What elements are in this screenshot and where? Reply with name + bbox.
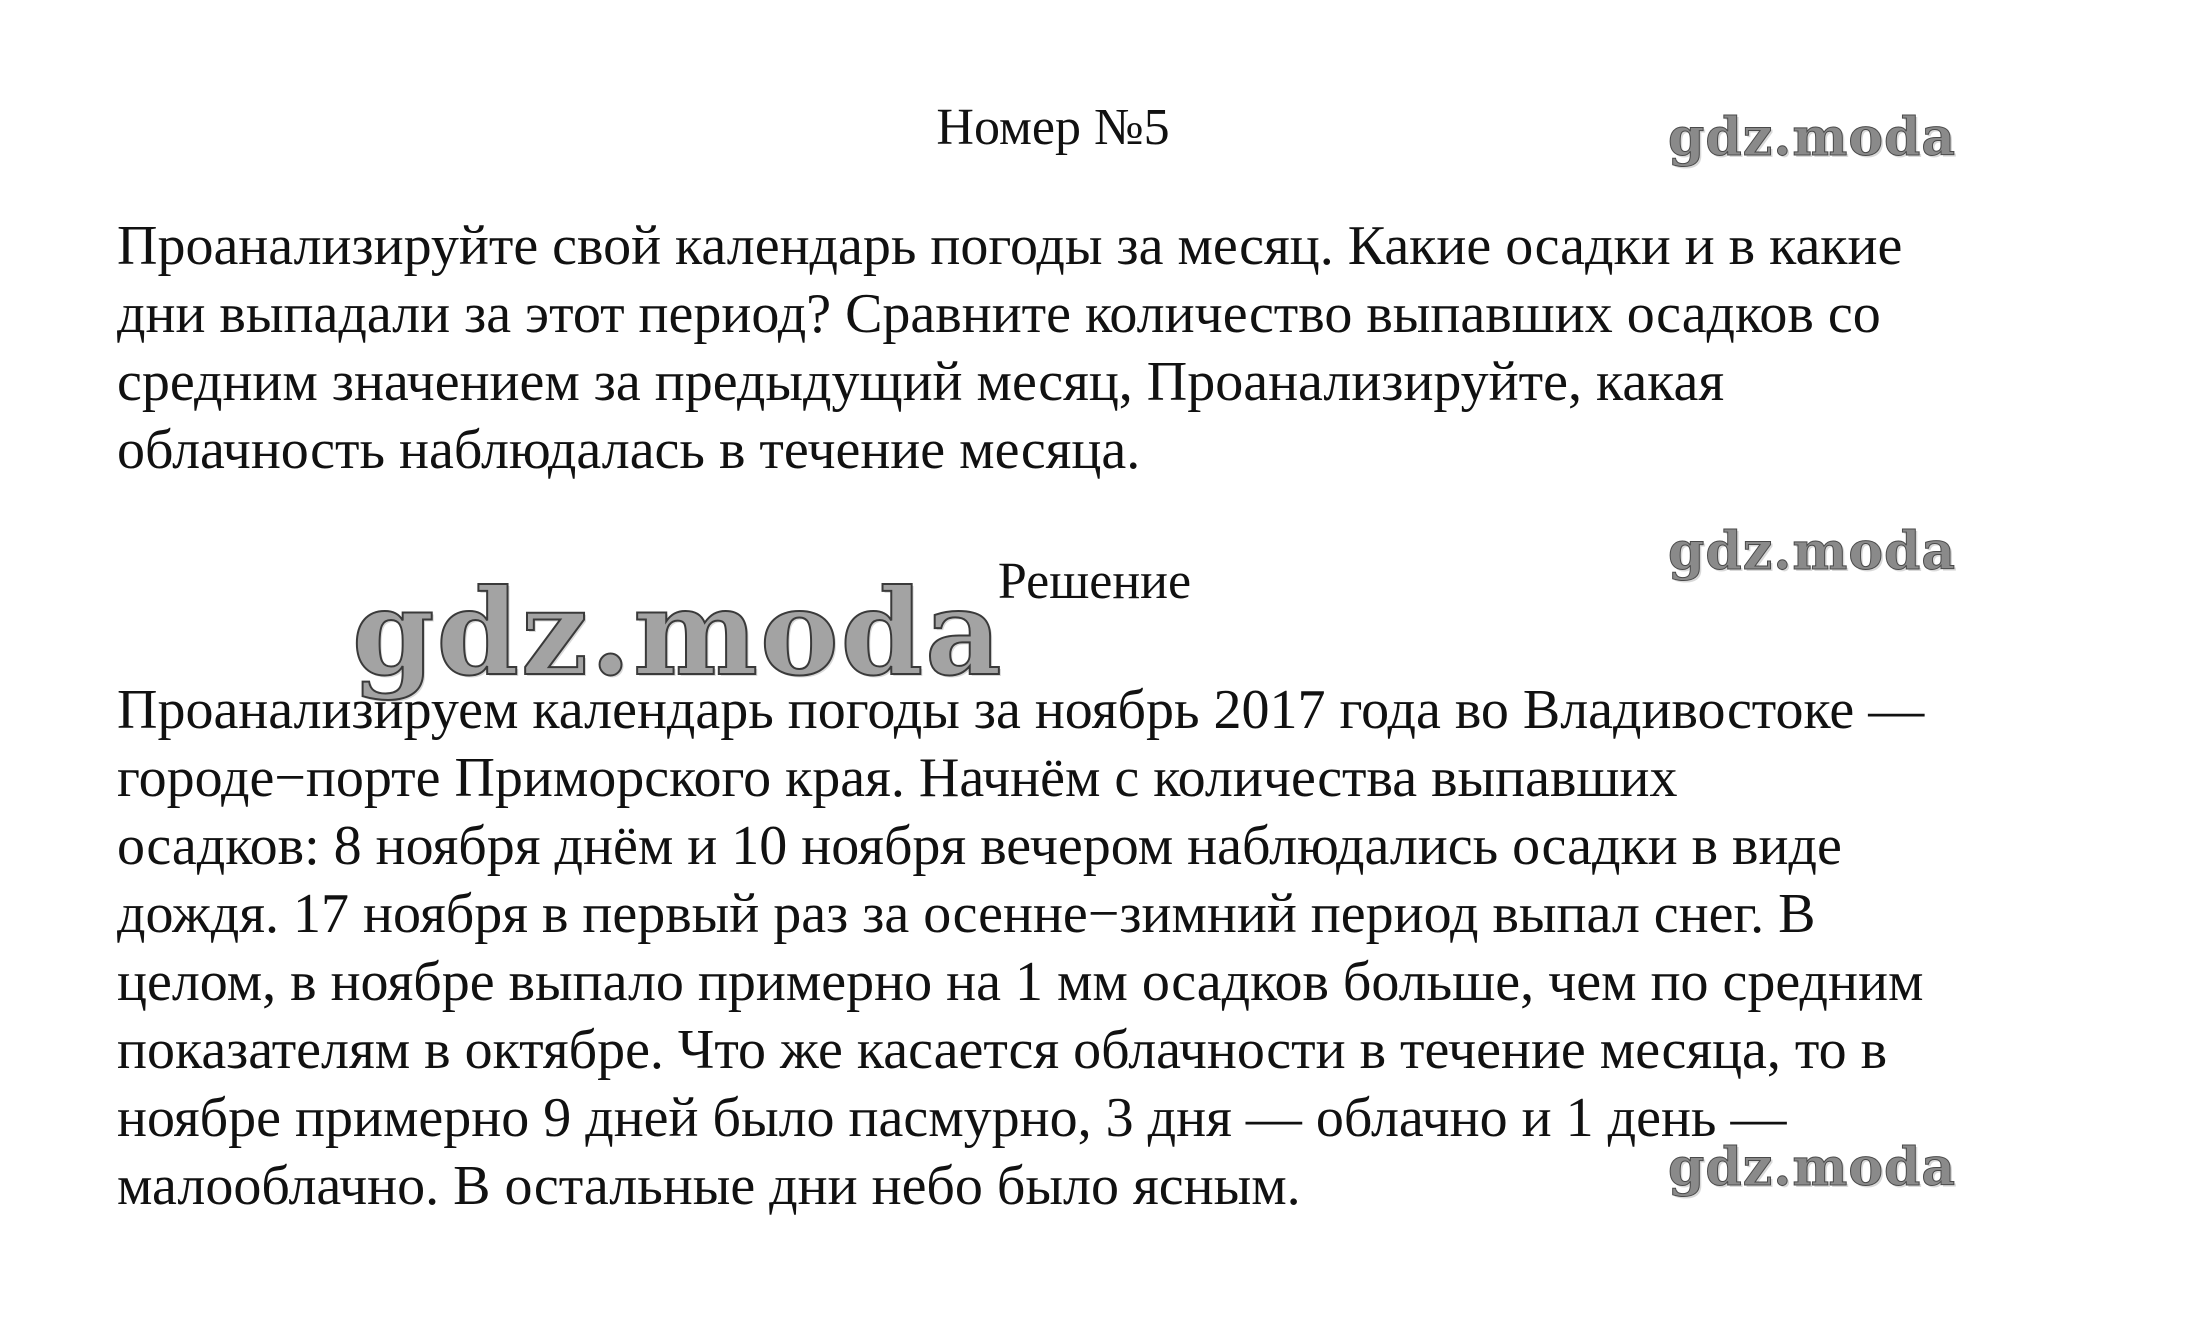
solution-line: осадков: 8 ноября днём и 10 ноября вечером наблюдались осадки в виде [117,815,1842,877]
watermark-logo: gdz.moda [1668,521,1957,582]
solution-heading: Решение [997,553,1192,610]
solution-line: малооблачно. В остальные дни небо было ясным. [117,1155,1301,1217]
watermark-logo: gdz.moda [1668,1137,1957,1198]
solution-line: дождя. 17 ноября в первый раз за осенне−зимний период выпал снег. В [117,883,1816,945]
solution-line: Проанализируем календарь погоды за ноябрь 2017 года во Владивостоке — [117,679,1925,741]
page-title: Номер №5 [936,99,1170,156]
watermark-logo-large: gdz.moda [352,563,1004,702]
solution-text [117,676,2137,1220]
watermark-logo: gdz.moda [1668,107,1957,168]
task-line: Проанализируйте свой календарь погоды за месяц. Какие осадки и в какие [117,215,1903,277]
task-text [117,212,2137,484]
solution-line: показателям в октябре. Что же касается облачности в течение месяца, то в [117,1019,1888,1081]
solution-line: городе−порте Приморского края. Начнём с количества выпавших [117,747,1678,809]
task-line: средним значением за предыдущий месяц, Проанализируйте, какая [117,351,1725,413]
task-line: дни выпадали за этот период? Сравните количество выпавших осадков со [117,283,1881,345]
solution-line: ноябре примерно 9 дней было пасмурно, 3 дня — облачно и 1 день — [117,1087,1787,1149]
task-line: облачность наблюдалась в течение месяца. [117,419,1141,481]
solution-line: целом, в ноябре выпало примерно на 1 мм осадков больше, чем по средним [117,951,1924,1013]
